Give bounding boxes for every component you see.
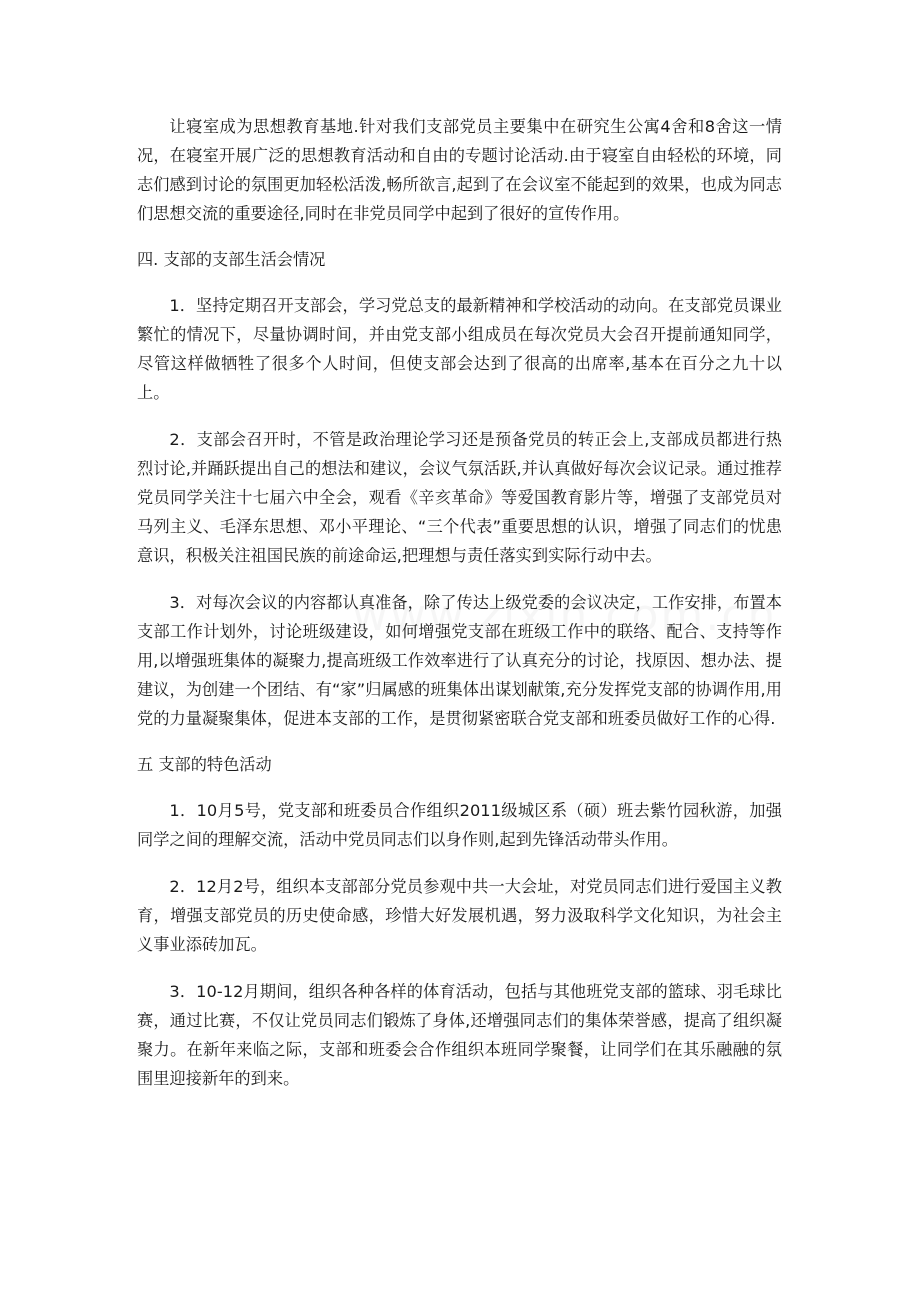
document-body — [137, 112, 782, 1093]
section-heading-4: 四. 支部的支部生活会情况 — [137, 250, 326, 269]
paragraph-5-2: 2．12月2号，组织本支部部分党员参观中共一大会址，对党员同志们进行爱国主义教育，增强支部党员的历史使命感，珍惜大好发展机遇，努力汲取科学文化知识，为社会主义事业添砖加瓦。 — [137, 877, 782, 954]
paragraph-5-3: 3．10-12月期间，组织各种各样的体育活动，包括与其他班党支部的篮球、羽毛球比赛，通过比赛，不仅让党员同志们锻炼了身体,还增强同志们的集体荣誉感，提高了组织凝聚力。在新年来临之际，支部和班委会合作组织本班同学聚餐，让同学们在其乐融融的氛围里迎接新年的到来。 — [137, 982, 782, 1088]
section-heading-5: 五 支部的特色活动 — [137, 755, 272, 774]
paragraph-dorm-education: 让寝室成为思想教育基地.针对我们支部党员主要集中在研究生公寓4舍和8舍这一情况，在寝室开展广泛的思想教育活动和自由的专题讨论活动.由于寝室自由轻松的环境，同志们感到讨论的氛围更加轻松活泼,畅所欲言,起到了在会议室不能起到的效果，也成为同志们思想交流的重要途径,同时在非党员同学中起到了很好的宣传作用。 — [137, 117, 782, 223]
paragraph-5-1: 1．10月5号，党支部和班委员合作组织2011级城区系（硕）班去紫竹园秋游，加强同学之间的理解交流，活动中党员同志们以身作则,起到先锋活动带头作用。 — [137, 801, 782, 849]
paragraph-4-1: 1．坚持定期召开支部会，学习党总支的最新精神和学校活动的动向。在支部党员课业繁忙的情况下，尽量协调时间，并由党支部小组成员在每次党员大会召开提前通知同学，尽管这样做牺牲了很多个人时间，但使支部会达到了很高的出席率,基本在百分之九十以上。 — [137, 296, 782, 402]
paragraph-4-2: 2．支部会召开时，不管是政治理论学习还是预备党员的转正会上,支部成员都进行热烈讨论,并踊跃提出自己的想法和建议，会议气氛活跃,并认真做好每次会议记录。通过推荐党员同学关注十七届六中全会，观看《辛亥革命》等爱国教育影片等，增强了支部党员对马列主义、毛泽东思想、邓小平理论、“三个代表”重要思想的认识，增强了同志们的忧患意识，积极关注祖国民族的前途命运,把理想与责任落实到实际行动中去。 — [137, 430, 782, 565]
paragraph-4-3: 3．对每次会议的内容都认真准备，除了传达上级党委的会议决定，工作安排，布置本支部工作计划外，讨论班级建设，如何增强党支部在班级工作中的联络、配合、支持等作用,以增强班集体的凝聚力,提高班级工作效率进行了认真充分的讨论，找原因、想办法、提建议，为创建一个团结、有“家”归属感的班集体出谋划献策,充分发挥党支部的协调作用,用党的力量凝聚集体，促进本支部的工作，是贯彻紧密联合党支部和班委员做好工作的心得. — [137, 593, 782, 728]
